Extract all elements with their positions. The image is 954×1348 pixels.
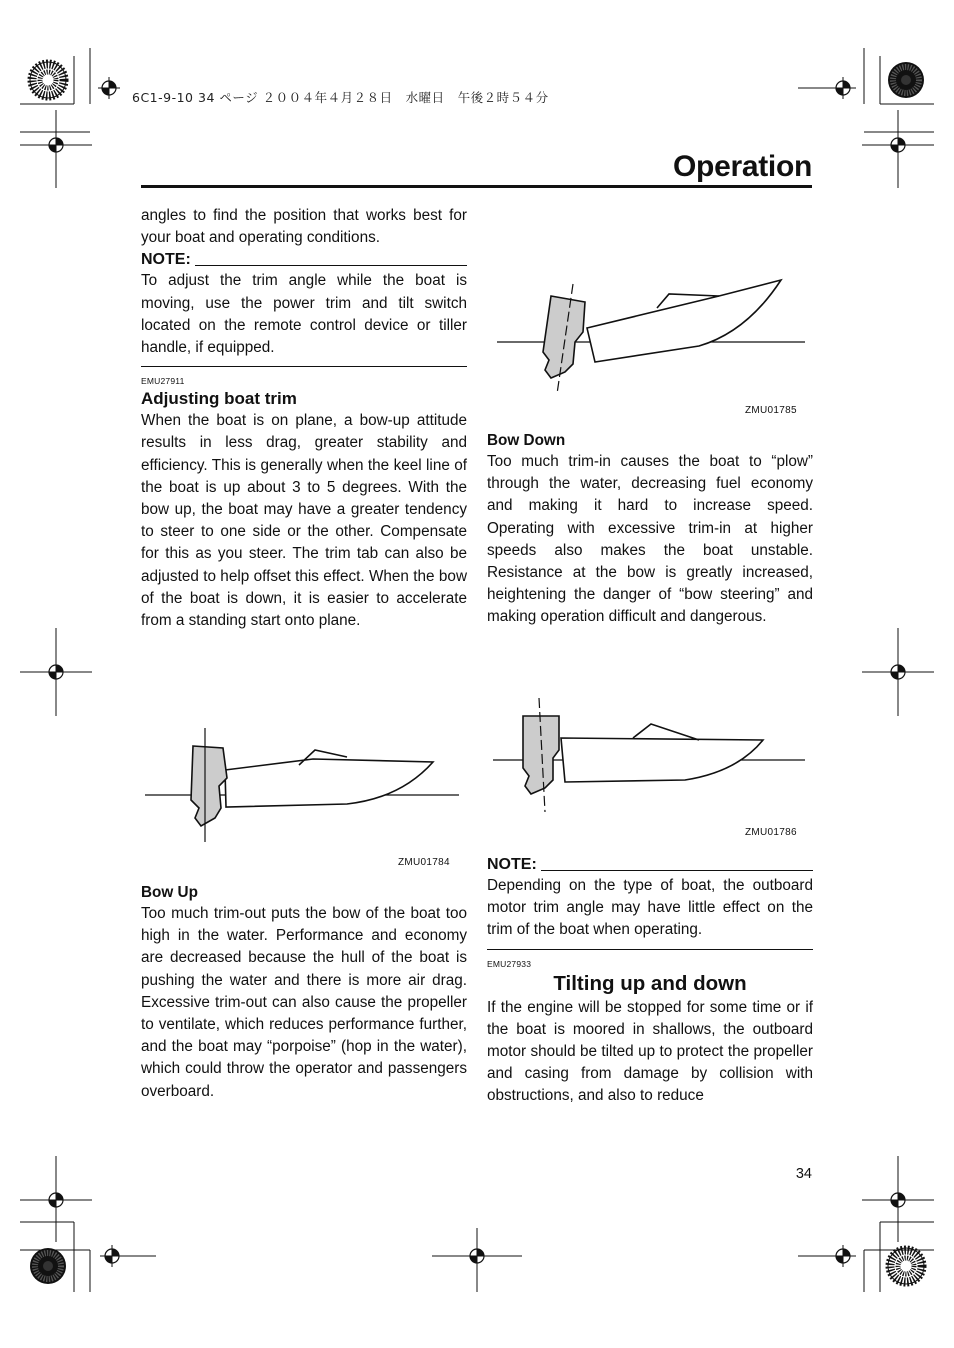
registration-mark-icon — [832, 77, 854, 99]
note-heading — [487, 855, 813, 875]
note-text: Depending on the type of boat, the outboard motor trim angle may have little effect on the trim of the boat when operating. — [487, 875, 813, 950]
section-body: When the boat is on plane, a bow-up attitude results in less drag, greater stability and efficiency. This is generally when the keel line of the boat is up about 3 to 5 degrees. With the bow up, the boat may have a greater tendency to steer to one side or the other. Compensate for this as you steer. The trim tab can also be adjusted to help offset this effect. When the bow of the boat is down, it is easier to accelerate from a standing start onto plane. — [141, 412, 467, 630]
color-target-icon — [28, 60, 68, 100]
color-target-icon — [886, 60, 926, 100]
section-heading: Adjusting boat trim — [141, 389, 297, 409]
section-body: If the engine will be stopped for some time or if the boat is moored in shallows, the outboard motor should be tilted up to protect the propeller and casing from damage by collision with obstructions, and also to reduce — [487, 998, 813, 1105]
bow-down-illustration — [487, 272, 813, 402]
bow-up-text: Too much trim-out puts the bow of the boat too high in the water. Performance and economy are decreased because the hull of the boat is pushing the water and there is more air drag. Excessive trim-out can also cause the propeller to ventilate, which reduces performance further, and the boat may “porpoise” (hop in the water), which could throw the operator and passengers overboard. — [141, 905, 467, 1100]
print-header: 6C1-9-10 34 ページ ２００４年４月２８日 水曜日 午後２時５４分 — [132, 90, 549, 105]
registration-mark-icon — [887, 661, 909, 683]
bow-down-text: Too much trim-in causes the boat to “plow” through the water, decreasing fuel economy and making it hard to increase speed. Operating with excessive trim-in at higher speeds also makes the boat unstable. Resistance at the bow is greatly increased, heightening the danger of “bow steering” and making operation difficult and dangerous. — [487, 453, 813, 626]
bow-up-illustration — [141, 668, 467, 868]
registration-mark-icon — [887, 1189, 909, 1211]
right-column-lower — [487, 855, 813, 1108]
registration-mark-icon — [832, 1245, 854, 1267]
color-target-icon — [886, 1246, 926, 1286]
intro-text: angles to find the position that works best for your boat and operating conditions. — [141, 207, 467, 247]
section-code: EMU27933 — [487, 958, 532, 969]
section-code: EMU27911 — [141, 376, 185, 387]
left-column — [141, 205, 467, 632]
figure-bow-up — [141, 668, 467, 868]
registration-mark-icon — [45, 661, 67, 683]
registration-mark-icon — [101, 1245, 123, 1267]
page-title: Operation — [673, 150, 812, 183]
left-column-lower — [141, 882, 467, 1103]
right-column — [487, 430, 813, 629]
page-number: 34 — [795, 1166, 812, 1182]
figure-code: ZMU01784 — [398, 857, 450, 868]
bow-up-heading: Bow Up — [141, 884, 198, 901]
neutral-trim-illustration — [487, 692, 813, 822]
figure-bow-down — [487, 272, 813, 402]
figure-code: ZMU01785 — [745, 405, 797, 416]
registration-mark-icon — [466, 1245, 488, 1267]
figure-code: ZMU01786 — [745, 827, 797, 838]
registration-mark-icon — [98, 77, 120, 99]
registration-mark-icon — [45, 134, 67, 156]
figure-neutral-trim — [487, 692, 813, 822]
note-heading — [141, 250, 467, 270]
section-heading: Tilting up and down — [553, 971, 747, 995]
title-rule — [141, 185, 812, 188]
registration-mark-icon — [887, 134, 909, 156]
note-label: NOTE: — [487, 856, 537, 873]
color-target-icon — [28, 1246, 68, 1286]
registration-mark-icon — [45, 1189, 67, 1211]
note-label: NOTE: — [141, 251, 191, 269]
note-text: To adjust the trim angle while the boat is moving, use the power trim and tilt switch located on the remote control device or tiller handle, if equipped. — [141, 270, 467, 367]
bow-down-heading: Bow Down — [487, 432, 566, 449]
